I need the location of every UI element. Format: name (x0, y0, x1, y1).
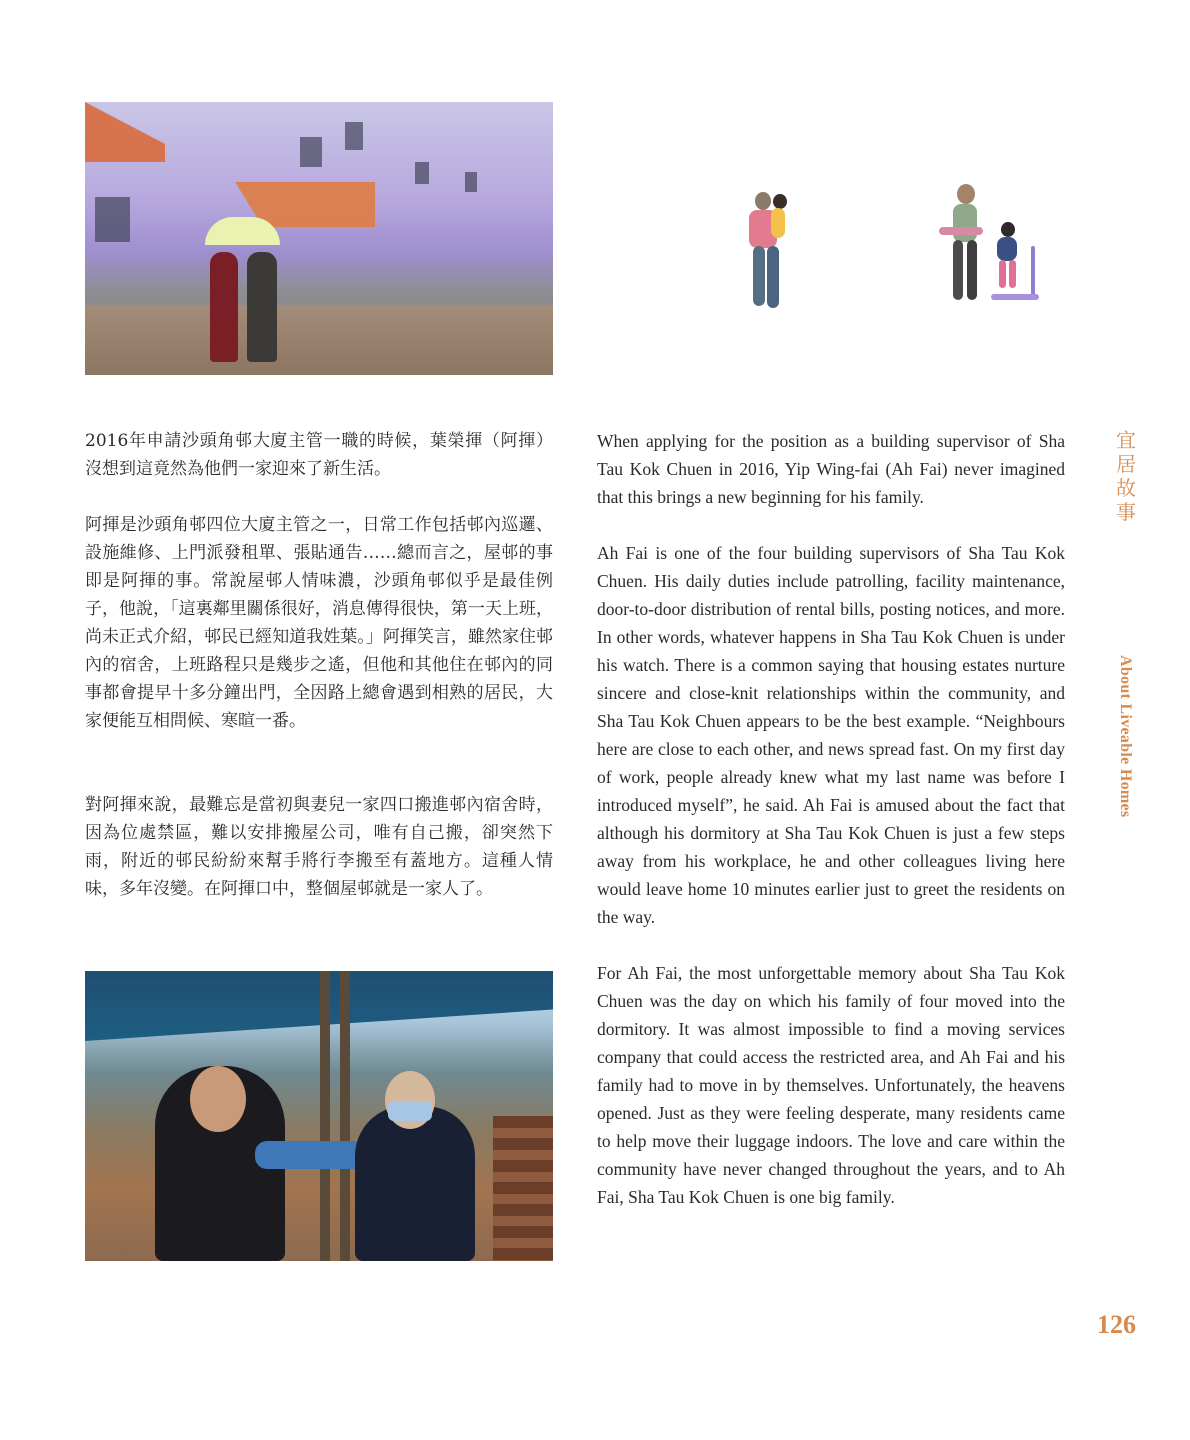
supervisor-with-resident-photo (85, 971, 553, 1261)
family-illustration-left (745, 190, 795, 320)
section-label-en: About Liveable Homes (1117, 655, 1134, 818)
zh-paragraph-2: 阿揮是沙頭角邨四位大廈主管之一，日常工作包括邨內巡邏、設施維修、上門派發租單、張貼通告……總而言之，屋邨的事即是阿揮的事。常說屋邨人情味濃，沙頭角邨似乎是最佳例子，他說，「這裏鄰里關係很好，消息傳得很快，第一天上班，尚未正式介紹，邨民已經知道我姓葉。」阿揮笑言，雖然家住邨內的宿舍，上班路程只是幾步之遙，但他和其他住在邨內的同事都會提早十多分鐘出門，全因路上總會遇到相熟的居民，大家便能互相問候、寒暄一番。 (85, 515, 553, 731)
zh-paragraph-3: 對阿揮來說，最難忘是當初與妻兒一家四口搬進邨內宿舍時，因為位處禁區，難以安排搬屋公司，唯有自己搬，卻突然下雨，附近的邨民紛紛來幫手將行李搬至有蓋地方。這種人情味，多年沒變。在阿揮口中，整個屋邨就是一家人了。 (85, 795, 553, 899)
section-label-zh: 宜居故事 (1116, 428, 1136, 524)
estate-buildings-photo (85, 102, 553, 375)
family-illustration-right (935, 182, 1045, 307)
en-paragraph-3: For Ah Fai, the most unforgettable memory about Sha Tau Kok Chuen was the day on which his family of four moved into the dormitory. It was almost impossible to find a moving services company that could access the restricted area, and Ah Fai and his family had to move in by themselves. Unfortunately, the heavens opened. Just as they were feeling desperate, many residents came to help move their luggage indoors. The love and care within the community have never changed throughout the years, and to Ah Fai, Sha Tau Kok Chuen is one big family. (597, 963, 1065, 1207)
en-paragraph-1: When applying for the position as a building supervisor of Sha Tau Kok Chuen in 2016, Yip Wing-fai (Ah Fai) never imagined that this brings a new beginning for his family. (597, 431, 1065, 507)
page-number: 126 (1097, 1310, 1136, 1339)
zh-paragraph-1: 2016年申請沙頭角邨大廈主管一職的時候，葉榮揮（阿揮）沒想到這竟然為他們一家迎來了新生活。 (85, 431, 553, 479)
en-paragraph-2: Ah Fai is one of the four building supervisors of Sha Tau Kok Chuen. His daily duties include patrolling, facility maintenance, door-to-door distribution of rental bills, posting notices, and more. In other words, whatever happens in Sha Tau Kok Chuen is under his watch. There is a common saying that housing estates nurture sincere and close-knit relationships within the community, and Sha Tau Kok Chuen appears to be the best example. “Neighbours here are close to each other, and news spread fast. On my first day of work, people already knew what my last name was before I introduced myself”, he said. Ah Fai is amused about the fact that although his dormitory at Sha Tau Kok Chuen is just a few steps away from his workplace, he and other colleagues living here would leave home 10 minutes earlier just to greet the residents on the way. (597, 543, 1065, 927)
